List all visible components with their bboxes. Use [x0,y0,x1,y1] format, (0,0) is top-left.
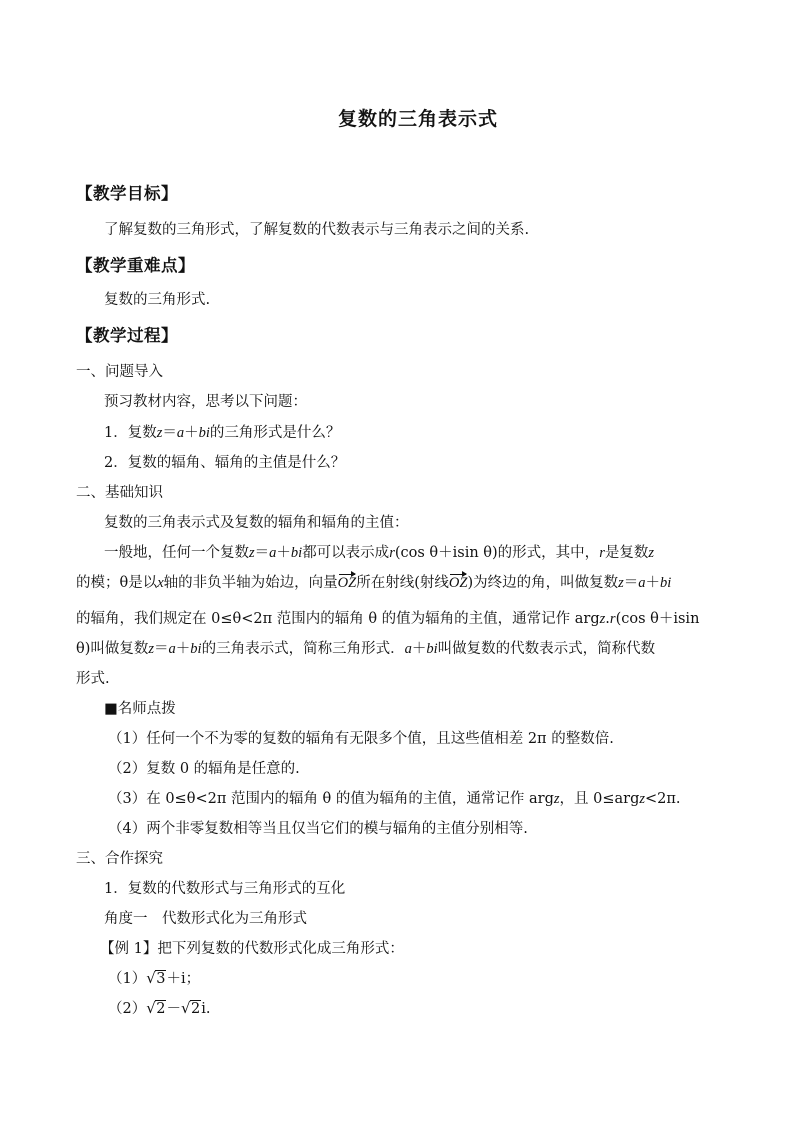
text: 所在射线(射线 [356,575,449,591]
text: i. [201,1001,211,1017]
text: ＝ [623,575,639,591]
math-r: r [389,545,395,561]
text: ＋ [175,641,191,657]
text: ＝ [162,425,177,441]
text: (cos θ＋isin θ)的形式，其中， [394,545,600,561]
section-heading-process: 【教学过程】 [76,326,178,345]
text: ＋ [276,545,291,561]
question-1 [104,423,340,443]
paragraph-line-3 [76,609,699,629]
text: － [166,1001,181,1017]
text: ＋i； [166,971,201,987]
math-bi: bi [660,575,672,591]
radicand: 2 [190,1001,201,1017]
page-title: 复数的三角表示式 [337,108,498,130]
text: 叫做复数的代数表示式，简称代数 [437,641,656,657]
sqrt-symbol: √ 2 [180,999,201,1017]
text: . [605,611,610,627]
vector-oz: OZ [337,575,357,591]
example-item-1 [108,969,200,989]
math-z: z [553,791,560,807]
math-bi: bi [190,641,202,657]
text: 是复数 [604,545,649,561]
part2-heading: 二、基础知识 [76,485,163,501]
text: (cos θ＋isin [615,611,700,627]
text: ＝ [154,641,169,657]
text: 1．复数 [104,425,157,441]
math-z: z [639,791,646,807]
example-item-2 [108,999,210,1019]
math-r: r [599,545,605,561]
paragraph-line-5: 形式. [76,671,110,687]
text: ＝ [254,545,270,561]
text: )为终边的角，叫做复数 [467,575,619,591]
text: ，且 0≤arg [559,791,640,807]
text: 的三角表示式，简称三角形式． [201,641,405,657]
part3-heading: 三、合作探究 [76,851,163,867]
math-a: a [168,641,176,657]
text: ＋ [645,575,660,591]
paragraph-line-4 [76,639,655,659]
math-z: z [156,425,163,441]
math-a: a [269,545,277,561]
text: ＋ [184,425,199,441]
math-z: z [599,611,606,627]
radicand: 2 [156,1001,166,1017]
subsection-1: 1．复数的代数形式与三角形式的互化 [104,881,346,897]
text: 是以 [128,575,158,591]
vector-oz: OZ [448,575,468,591]
part1-heading: 一、问题导入 [76,364,163,380]
radicand: 3 [156,971,166,987]
text: （1） [108,971,147,987]
math-a: a [638,575,646,591]
tip-4: （4）两个非零复数相等当且仅当它们的模与辐角的主值分别相等. [108,821,528,837]
math-z: z [249,545,255,561]
example-1-title: 【例 1】把下列复数的代数形式化成三角形式： [100,941,404,957]
question-2: 2．复数的辐角、辐角的主值是什么？ [104,455,346,471]
angle-1: 角度一 代数形式化为三角形式 [104,911,307,927]
part2-intro: 复数的三角表示式及复数的辐角和辐角的主值： [104,515,409,531]
section-heading-key: 【教学重难点】 [76,256,195,275]
section-heading-goal: 【教学目标】 [76,184,178,203]
paragraph-line-1 [104,543,654,563]
sqrt-symbol: √ 3 [146,969,166,987]
math-a: a [404,641,412,657]
math-x: x [157,575,164,591]
text: ＋ [411,641,427,657]
math-r: r [609,611,616,627]
goal-text: 了解复数的三角形式，了解复数的代数表示与三角表示之间的关系. [104,222,530,238]
math-a: a [176,425,185,441]
text: 的辐角，我们规定在 0≤θ<2π 范围内的辐角 θ 的值为辐角的主值，通常记作 arg [76,611,600,627]
text: （2） [108,1001,147,1017]
math-bi: bi [198,425,210,441]
math-bi: bi [290,545,303,561]
text: ；θ [105,575,129,591]
math-bi: bi [426,641,438,657]
tip-3 [108,789,681,809]
part1-intro: 预习教材内容，思考以下问题： [104,394,307,410]
key-text: 复数的三角形式. [104,292,211,308]
text: 一般地，任何一个复数 [104,545,249,561]
text: 轴的非负半轴为始边，向量 [163,575,338,591]
text: <2π. [645,791,681,807]
text: （3）在 0≤θ<2π 范围内的辐角 θ 的值为辐角的主值，通常记作 arg [108,791,554,807]
tip-heading: ■名师点拨 [104,701,176,717]
math-z: z [148,641,155,657]
text: θ)叫做复数 [76,641,149,657]
math-z: z [648,545,654,561]
text: 的模 [76,575,105,591]
math-z: z [618,575,624,591]
paragraph-line-2 [76,573,671,593]
tip-2: （2）复数 0 的辐角是任意的. [108,761,300,777]
sqrt-symbol: √ 2 [146,999,166,1017]
tip-1: （1）任何一个不为零的复数的辐角有无限多个值，且这些值相差 2π 的整数倍. [108,731,614,747]
text: 的三角形式是什么？ [209,425,341,441]
text: 都可以表示成 [302,545,390,561]
